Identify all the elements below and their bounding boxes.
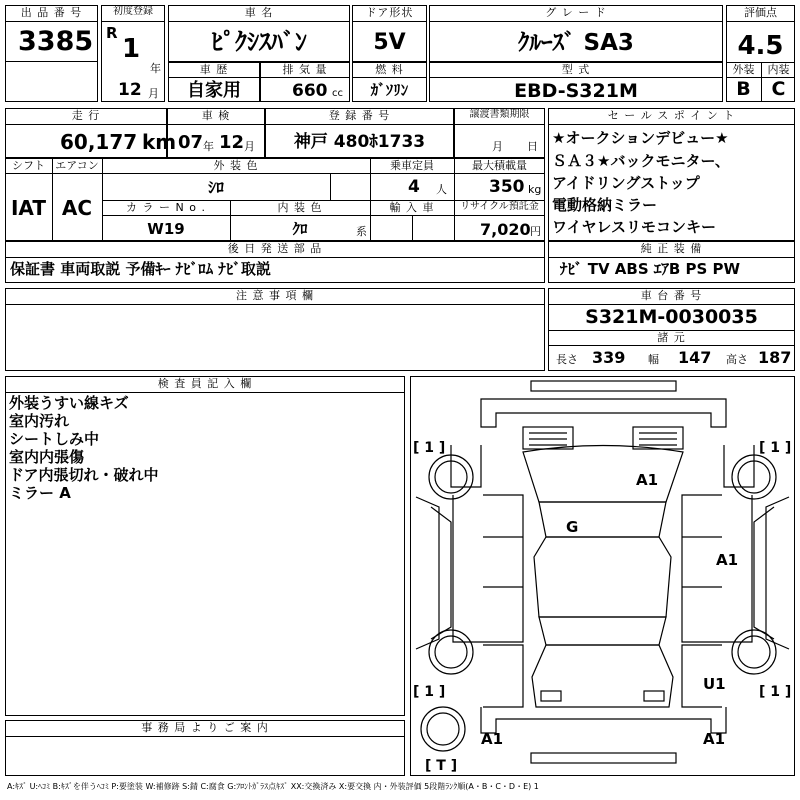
damage-mark: A1 (481, 730, 504, 748)
lot-number-header: 出 品 番 号 (20, 6, 83, 19)
shift-header: シフト (12, 159, 45, 172)
model-header: 型 式 (561, 63, 591, 76)
equipment: ﾅﾋﾞ TV ABS ｴｱB PS PW (560, 260, 741, 278)
mileage: 60,177 (60, 130, 138, 154)
inspection-header: 車 検 (201, 109, 231, 122)
grade: ｸﾙｰｽﾞ SA3 (518, 30, 634, 56)
first-registration-month: 12 (118, 80, 142, 100)
tire-mark: [ 1 ] (759, 440, 792, 456)
notes-header: 注 意 事 項 欄 (236, 289, 314, 302)
sales-point: アイドリングストップ (552, 174, 700, 192)
door-header: ドア形状 (365, 6, 414, 19)
import-header: 輸 入 車 (389, 201, 435, 214)
interior-color-unit: 系 (356, 225, 367, 238)
tire-mark: [ 1 ] (759, 684, 792, 700)
width-label: 幅 (648, 353, 659, 366)
tire-mark: [ T ] (425, 758, 458, 774)
capacity-unit: 人 (436, 183, 447, 196)
color-number: W19 (147, 220, 185, 238)
transfer-day-unit: 日 (527, 140, 538, 153)
chassis-number: S321M-0030035 (585, 306, 758, 328)
fuel-header: 燃 料 (375, 63, 404, 76)
exterior-color-header: 外 装 色 (213, 159, 259, 172)
later-parts: 保証書 車両取説 予備ｷｰ ﾅﾋﾞﾛﾑ ﾅﾋﾞ取説 (10, 260, 271, 278)
ac-type: AC (61, 196, 93, 220)
tire-mark: [ 1 ] (413, 440, 446, 456)
tire-mark: [ 1 ] (413, 684, 446, 700)
shift-type: IAT (10, 196, 46, 220)
inspection-year: 07 (178, 132, 204, 153)
damage-legend: A:ｷｽﾞ U:ﾍｺﾐ B:ｷｽﾞを伴うﾍｺﾐ P:要塗装 W:補修跡 S:錆 C:腐食 G:ﾌﾛﾝﾄｶﾞﾗｽ点ｷｽﾞ XX:交換済み X:要交換 内・外装評価 5段階ﾗﾝｸ順(A・B・C・D・E) 1 (7, 782, 539, 791)
car-outline-diagram (411, 377, 794, 775)
length-label: 長さ (556, 353, 578, 366)
inspector-line: 室内内張傷 (9, 448, 85, 466)
door-type: 5V (373, 30, 406, 55)
grade-header: グ レ ー ド (545, 6, 607, 19)
model-code: EBD-S321M (514, 80, 638, 102)
dims-header: 諸 元 (657, 331, 686, 344)
length: 339 (592, 348, 626, 367)
inspector-header: 検 査 員 記 入 欄 (157, 377, 253, 390)
max-load-unit: kg (528, 183, 542, 196)
transfer-month-unit: 月 (492, 140, 503, 153)
damage-mark: A1 (703, 730, 726, 748)
transfer-header: 譲渡書類期限 (469, 109, 530, 120)
mileage-header: 走 行 (71, 109, 101, 122)
displacement-unit: cc (332, 88, 343, 99)
recycle-fee: 7,020 (480, 220, 531, 239)
inspector-line: シートしみ中 (9, 430, 100, 448)
ac-header: エアコン (55, 159, 99, 172)
sales-point: ★オークションデビュー★ (552, 129, 729, 147)
max-load: 350 (489, 177, 525, 197)
mileage-unit: km (142, 130, 177, 154)
inspection-month: 12 (219, 132, 245, 153)
damage-mark: G (566, 518, 579, 536)
later-parts-header: 後 日 発 送 部 品 (227, 242, 323, 255)
car-diagram-panel (410, 376, 795, 776)
chassis-header: 車 台 番 号 (640, 289, 703, 302)
recycle-header: リサイクル預託金 (460, 201, 539, 212)
history: 自家用 (187, 80, 241, 101)
sales-point: 電動格納ミラー (552, 196, 658, 214)
inspector-line: ミラー A (9, 484, 71, 502)
lot-number: 3385 (18, 26, 94, 57)
max-load-header: 最大積載量 (472, 159, 527, 172)
damage-mark: A1 (716, 551, 739, 569)
exterior-color: ｼﾛ (207, 178, 224, 197)
width: 147 (678, 348, 712, 367)
displacement: 660 (292, 81, 328, 101)
registration-number: 神戸 480ﾎ1733 (293, 132, 426, 152)
first-registration-header: 初度登録 (113, 6, 153, 17)
first-registration-era: R (106, 24, 118, 42)
first-registration-year-unit: 年 (150, 62, 161, 75)
history-header: 車 歴 (199, 63, 229, 76)
interior-color: ｸﾛ (292, 220, 308, 238)
inspection-year-unit: 年 (203, 140, 214, 153)
score-header: 評価点 (744, 6, 777, 19)
inspector-line: 室内汚れ (9, 412, 70, 430)
height-label: 高さ (726, 353, 748, 366)
fuel: ｶﾞｿﾘﾝ (370, 81, 409, 99)
office-header: 事 務 局 よ り ご 案 内 (141, 721, 269, 734)
car-name-header: 車 名 (244, 6, 274, 19)
first-registration-month-unit: 月 (148, 87, 159, 100)
sales-point: ワイヤレスリモコンキー (552, 218, 716, 236)
sales-points-header: セ ー ル ス ポ イ ン ト (607, 109, 736, 122)
height: 187 (758, 348, 792, 367)
inspector-line: ドア内張切れ・破れ中 (9, 466, 159, 484)
damage-mark: U1 (703, 675, 726, 693)
inspector-line: 外装うすい線キズ (9, 394, 129, 412)
capacity: 4 (408, 177, 420, 197)
damage-mark: A1 (636, 471, 659, 489)
interior-grade: C (771, 78, 786, 100)
registration-header: 登 録 番 号 (328, 109, 391, 122)
exterior-grade: B (736, 78, 751, 100)
interior-color-header: 内 装 色 (277, 201, 323, 214)
interior-header: 内装 (767, 63, 790, 76)
capacity-header: 乗車定員 (390, 159, 434, 172)
recycle-unit: 円 (530, 225, 541, 238)
inspection-month-unit: 月 (244, 140, 255, 153)
color-number-header: カ ラ ー N o . (126, 201, 206, 214)
score-value: 4.5 (737, 31, 784, 61)
displacement-header: 排 気 量 (282, 63, 328, 76)
first-registration-year: 1 (122, 34, 141, 64)
car-name: ﾋﾟｸｼｽﾊﾞﾝ (211, 28, 307, 56)
equipment-header: 純 正 装 備 (640, 242, 703, 255)
sales-point: ＳＡ３★バックモニター、 (552, 152, 730, 170)
exterior-header: 外装 (732, 63, 755, 76)
